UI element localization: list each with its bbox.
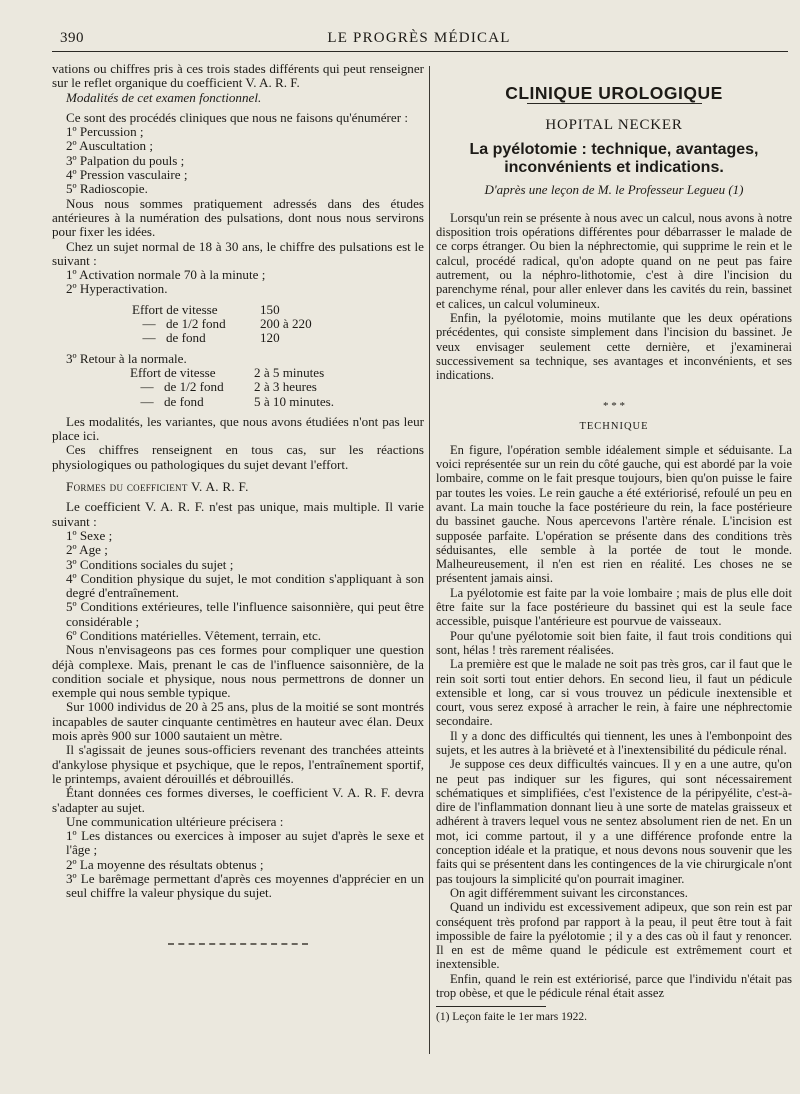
list-item: 3º Retour à la normale. [66, 350, 187, 366]
section-heading: Formes du coefficient V. A. R. F. [66, 479, 249, 495]
paragraph: Quand un individu est excessivement adipeux, que son rein est par conséquent très profond par rapport à la peau, il peut être tout à fait impossible de faire la pyélotomie ; il y a des cas où il faut y renoncer. Il en est de même quand le pédicule est extrêmement court et inextensible. [436, 900, 792, 972]
table-cell: Effort de vitesse [130, 364, 216, 380]
future-list [52, 829, 424, 900]
section-title-rule [527, 103, 702, 104]
list-item: 2º La moyenne des résultats obtenus ; [66, 856, 264, 872]
table-cell: de fond [164, 393, 204, 409]
paragraph: Nous nous sommes pratiquement adressés dans des études antérieures à la numération des pulsations, dont nous nous servirons pour fixer les idées. [52, 195, 424, 240]
article-title: La pyélotomie : technique, avantages, inconvénients et indications. [469, 140, 759, 176]
list-item: 2º Age ; [66, 542, 108, 558]
paragraph: Nous n'envisageons pas ces formes pour compliquer une question déjà complexe. Mais, prenant le cas de l'influence saisonnière, de la condition sociale et physique, nous nous permettrons de donner un exemple qui nous semble typique. [52, 642, 424, 701]
procedures-list [52, 125, 424, 196]
list-item: 2º Auscultation ; [66, 138, 153, 154]
table-row [130, 380, 424, 394]
page-header [50, 30, 788, 52]
italic-paragraph: Modalités de cet examen fonctionnel. [66, 89, 262, 105]
table-cell: — [140, 393, 154, 409]
table-cell: — [142, 316, 156, 332]
factors-list [52, 529, 424, 643]
asterism: * * * [603, 400, 625, 413]
paragraph: En figure, l'opération semble idéalement simple et séduisante. La voici représentée sur un rein du côté gauche, qui est abordé par la voie lombaire, comme on le fait presque toujours, bien qu'on puisse le faire par toutes les voies. Le rein gauche a été extériorisé, refoulé un peu en avant. La main touche la face postérieure du rein, la face postérieure du bassinet gauche. Nous apercevons l'artère rénale. L'incision est supposée parfaite. L'opération se présente dans des conditions très séduisantes, elle semble à la portée de tout le monde. Malheureusement, il n'en est rien en réalité. Les choses ne se présentent jamais ainsi. [436, 442, 792, 586]
paragraph: Je suppose ces deux difficultés vaincues. Il y en a une autre, qu'on ne peut pas indiquer sur les figures, qui sont nécessairement schématiques et simplifiées, c'est l'existence de la péripyélite, c'est-à-dire de l'inflammation donnant lieu à une sorte de matelas graisseux et adhérent à travers lequel vous ne sentez absolument rien de net. En un mot, ici comme partout, il y a une différence profonde entre la conception idéale et la pratique, et nous devons nous souvenir que les faits qui se présentent dans les contingences de la vie chirurgicale n'ont pas toujours la simplicité qu'on pourrait imaginer. [436, 757, 792, 886]
paragraph: vations ou chiffres pris à ces trois stades différents qui peut renseigner sur le reflet organique du coefficient V. A. R. F. [52, 61, 424, 91]
table-cell: de 1/2 fond [164, 379, 224, 395]
section-title: CLINIQUE UROLOGIQUE [505, 83, 723, 103]
paragraph: La pyélotomie est faite par la voie lombaire ; mais de plus elle doit être faite sur la face postérieure du bassinet qui est la seule face accessible, puisque l'antérieure est pourvue de vaisseaux. [436, 585, 792, 629]
paragraph: Ce sont des procédés cliniques que nous ne faisons qu'énumérer : [66, 109, 408, 125]
list-item: 6º Conditions matérielles. Vêtement, terrain, etc. [66, 627, 322, 643]
table-cell: 5 à 10 minutes. [254, 393, 335, 409]
list-item: 3º Palpation du pouls ; [66, 152, 185, 168]
table-cell: Effort de vitesse [132, 301, 218, 317]
table-row [130, 395, 424, 409]
paragraph: Pour qu'une pyélotomie soit bien faite, il faut trois conditions qui sont, hélas ! très rarement réalisées. [436, 628, 792, 657]
journal-title: LE PROGRÈS MÉDICAL [327, 30, 511, 46]
pulse-table [132, 303, 424, 346]
paragraph: Le coefficient V. A. R. F. n'est pas unique, mais multiple. Il varie suivant : [52, 499, 424, 529]
column-rule [429, 66, 430, 1054]
header-rule [52, 51, 788, 52]
list-item: 5º Conditions extérieures, telle l'influence saisonnière, qui peut être considérable ; [66, 599, 424, 629]
table-cell: 120 [260, 330, 280, 346]
table-row [132, 303, 424, 317]
list-item: 1º Les distances ou exercices à imposer au sujet d'après le sexe et l'âge ; [66, 828, 424, 858]
paragraph: Enfin, quand le rein est extériorisé, parce que l'individu n'était pas trop obèse, et que le pédicule rénal était assez [436, 971, 792, 1001]
paragraph: Il s'agissait de jeunes sous-officiers revenant des tranchées atteints d'ankylose physique et psychique, que le repos, l'entraînement sportif, le printemps, avaient dérouillés et débrouillés. [52, 742, 424, 786]
paragraph: Étant données ces formes diverses, le coefficient V. A. R. F. devra s'adapter au sujet. [52, 785, 424, 815]
recovery-table [130, 366, 424, 409]
paragraph: On agit différemment suivant les circonstances. [450, 885, 688, 900]
footnote-rule [436, 1006, 546, 1007]
list-item: 4º Pression vasculaire ; [66, 167, 188, 183]
table-cell: 2 à 5 minutes [254, 364, 325, 380]
list-item: 5º Radioscopie. [66, 181, 148, 197]
table-row [132, 331, 424, 345]
list-item: 1º Activation normale 70 à la minute ; [66, 267, 266, 283]
left-column [52, 62, 424, 945]
paragraph: Il y a donc des difficultés qui tiennent, les unes à l'embonpoint des sujets, et les autres à la brièveté et à l'inextensibilité du pédicule rénal. [436, 728, 792, 757]
table-cell: 200 à 220 [260, 316, 312, 332]
table-cell: de 1/2 fond [166, 316, 226, 332]
list-item: 3º Le barêmage permettant d'après ces moyennes d'apprécier en un seul chiffre la valeur physique du sujet. [66, 871, 424, 901]
table-cell: — [142, 330, 156, 346]
table-row [132, 317, 424, 331]
paragraph: Chez un sujet normal de 18 à 30 ans, le chiffre des pulsations est le suivant : [52, 238, 424, 268]
list-item: 3º Conditions sociales du sujet ; [66, 556, 234, 572]
footnote: (1) Leçon faite le 1er mars 1922. [436, 1011, 588, 1024]
byline: D'après une leçon de M. le Professeur Legueu (1) [484, 181, 744, 197]
paragraph: Lorsqu'un rein se présente à nous avec un calcul, nous avons à notre disposition trois opérations différentes pour débarrasser le malade de ce corps étranger. Ou bien la néphrectomie, qui supprime le rein et le calcul, procédé radical, qu'on adopte quand on ne peut pas faire autrement, ou la néphro-lithotomie, c'est à dire l'incision du parenchyme rénal, pour aller enlever dans les cavités du rein, bassinet et calices, un calcul volumineux. [436, 210, 792, 311]
hospital-name: HOPITAL NECKER [545, 117, 683, 134]
list-item: 4º Condition physique du sujet, le mot condition s'appliquant à son degré d'entraînement. [66, 570, 424, 601]
page-number: 390 [60, 30, 84, 46]
paragraph: Une communication ultérieure précisera : [66, 813, 284, 829]
right-column [436, 62, 792, 1025]
list-item: 1º Percussion ; [66, 124, 144, 140]
paragraph: Les modalités, les variantes, que nous avons étudiées n'ont pas leur place ici. [52, 413, 424, 444]
table-cell: — [140, 379, 154, 395]
subsection-heading: TECHNIQUE [579, 421, 649, 433]
section-divider [168, 943, 308, 945]
paragraph: Enfin, la pyélotomie, moins mutilante que les deux opérations précédentes, qui consiste simplement dans l'incision du bassinet. Je veux envisager seulement cette dernière, et j'examinerai successivement sa technique, ses avantages et inconvénients, et ses indications. [436, 310, 792, 383]
table-cell: 2 à 3 heures [254, 379, 317, 395]
paragraph: Ces chiffres renseignent en tous cas, sur les réactions physiologiques ou pathologiques du sujet devant l'effort. [52, 442, 424, 472]
paragraph: Sur 1000 individus de 20 à 25 ans, plus de la moitié se sont montrés incapables de sauter cinquante centimètres en hauteur avec élan. Deux mois après 900 sur 1000 sautaient un mètre. [52, 699, 424, 744]
table-cell: 150 [260, 301, 280, 317]
list-item: 2º Hyperactivation. [66, 281, 168, 297]
table-row [130, 366, 424, 380]
list-item: 1º Sexe ; [66, 527, 113, 543]
table-cell: de fond [166, 330, 206, 346]
paragraph: La première est que le malade ne soit pas très gros, car il faut que le rein soit sorti tout entier dehors. En second lieu, il faut un pédicule extensible et long, car si vous trouvez un pédicule inextensible et court, vous serez exposé à arracher le rein, à faire une néphrectomie secondaire. [436, 657, 792, 729]
